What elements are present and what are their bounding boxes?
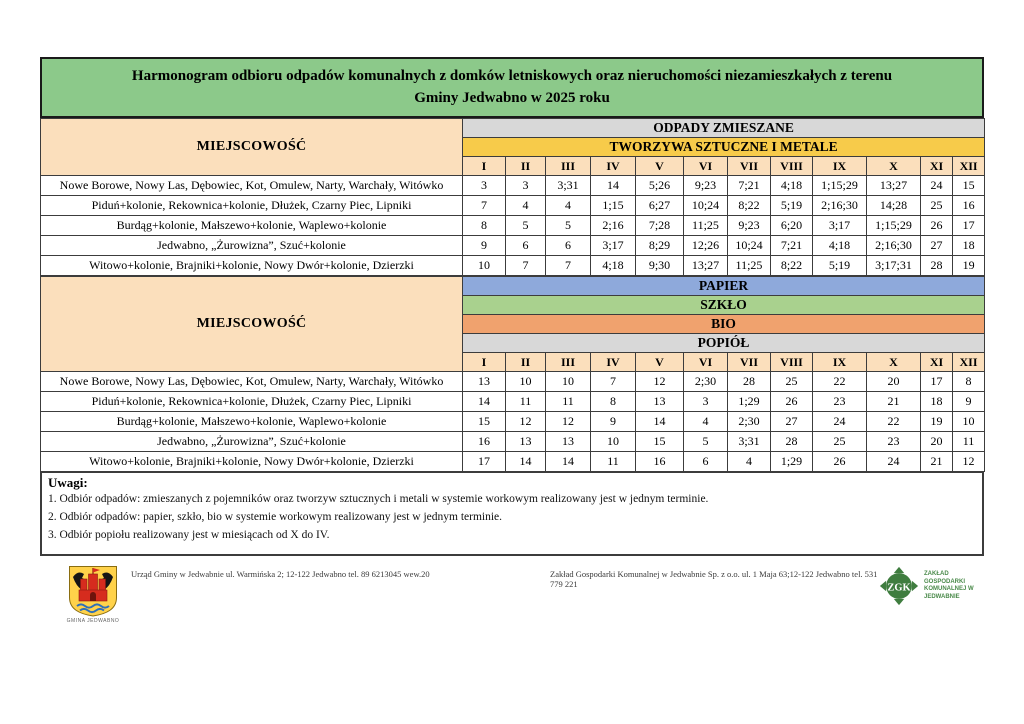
note-item: 2. Odbiór odpadów: papier, szkło, bio w systemie workowym realizowany jest w jednym terminie. <box>48 510 503 523</box>
date-cell: 14 <box>591 176 636 196</box>
locality-cell: Witowo+kolonie, Brajniki+kolonie, Nowy Dwór+kolonie, Dzierzki <box>41 452 463 472</box>
locality-cell: Jedwabno, „Żurowizna”, Szuć+kolonie <box>41 432 463 452</box>
month-header-IX: IX <box>813 353 867 372</box>
band-bio: BIO <box>463 315 985 334</box>
date-cell: 23 <box>813 392 867 412</box>
date-cell: 27 <box>921 236 953 256</box>
date-cell: 7 <box>546 256 591 276</box>
date-cell: 8 <box>953 372 985 392</box>
date-cell: 9;23 <box>684 176 728 196</box>
date-cell: 6 <box>506 236 546 256</box>
date-cell: 14 <box>463 392 506 412</box>
notes-list <box>48 491 976 544</box>
date-cell: 3 <box>463 176 506 196</box>
date-cell: 10;24 <box>684 196 728 216</box>
schedule-row <box>41 392 985 412</box>
zgk-logo <box>878 565 976 607</box>
schedule-row <box>41 412 985 432</box>
date-cell: 5;19 <box>771 196 813 216</box>
date-cell: 11;25 <box>728 256 771 276</box>
date-cell: 18 <box>921 392 953 412</box>
date-cell: 10;24 <box>728 236 771 256</box>
date-cell: 18 <box>953 236 985 256</box>
document-title: Harmonogram odbioru odpadów komunalnych z domków letniskowych oraz nieruchomości niezamieszkałych z terenu Gminy Jedwabno w 2025 roku <box>40 57 984 118</box>
date-cell: 9 <box>463 236 506 256</box>
band-row-papier <box>41 277 985 296</box>
date-cell: 2;16 <box>591 216 636 236</box>
month-header-XI: XI <box>921 157 953 176</box>
date-cell: 21 <box>921 452 953 472</box>
date-cell: 6;20 <box>771 216 813 236</box>
band-row-odpady-zmieszane <box>41 119 985 138</box>
date-cell: 2;16;30 <box>867 236 921 256</box>
month-header-I: I <box>463 353 506 372</box>
schedule-row <box>41 216 985 236</box>
date-cell: 15 <box>463 412 506 432</box>
schedule-row <box>41 256 985 276</box>
date-cell: 5;19 <box>813 256 867 276</box>
locality-cell: Witowo+kolonie, Brajniki+kolonie, Nowy Dwór+kolonie, Dzierzki <box>41 256 463 276</box>
date-cell: 10 <box>953 412 985 432</box>
date-cell: 7;21 <box>771 236 813 256</box>
date-cell: 7 <box>591 372 636 392</box>
date-cell: 17 <box>921 372 953 392</box>
locality-header: MIEJSCOWOŚĆ <box>41 277 463 372</box>
date-cell: 10 <box>506 372 546 392</box>
date-cell: 3;31 <box>728 432 771 452</box>
schedule-table-zmieszane <box>40 118 985 276</box>
band-papier: PAPIER <box>463 277 985 296</box>
date-cell: 11 <box>506 392 546 412</box>
band-szklo: SZKŁO <box>463 296 985 315</box>
gmina-jedwabno-coat-of-arms-icon <box>68 565 118 617</box>
date-cell: 14 <box>636 412 684 432</box>
date-cell: 4 <box>684 412 728 432</box>
month-header-X: X <box>867 157 921 176</box>
month-header-XII: XII <box>953 157 985 176</box>
band-tworzywa-sztuczne: TWORZYWA SZTUCZNE I METALE <box>463 138 985 157</box>
locality-header: MIEJSCOWOŚĆ <box>41 119 463 176</box>
document-content <box>40 57 984 624</box>
month-header-X: X <box>867 353 921 372</box>
date-cell: 14;28 <box>867 196 921 216</box>
schedule-row <box>41 236 985 256</box>
date-cell: 4;18 <box>591 256 636 276</box>
date-cell: 20 <box>867 372 921 392</box>
date-cell: 26 <box>771 392 813 412</box>
date-cell: 2;30 <box>684 372 728 392</box>
date-cell: 14 <box>546 452 591 472</box>
footer-right <box>550 565 984 607</box>
date-cell: 9 <box>591 412 636 432</box>
month-header-I: I <box>463 157 506 176</box>
date-cell: 5 <box>506 216 546 236</box>
notes-section <box>40 472 984 556</box>
date-cell: 16 <box>953 196 985 216</box>
zgk-recycle-logo-icon <box>878 565 920 607</box>
date-cell: 6 <box>546 236 591 256</box>
date-cell: 23 <box>867 432 921 452</box>
date-cell: 14 <box>506 452 546 472</box>
schedule-row <box>41 176 985 196</box>
month-header-VIII: VIII <box>771 353 813 372</box>
date-cell: 24 <box>921 176 953 196</box>
date-cell: 21 <box>867 392 921 412</box>
date-cell: 3;17;31 <box>867 256 921 276</box>
date-cell: 13;27 <box>867 176 921 196</box>
date-cell: 11 <box>591 452 636 472</box>
date-cell: 22 <box>867 412 921 432</box>
date-cell: 9;23 <box>728 216 771 236</box>
date-cell: 4;18 <box>771 176 813 196</box>
month-header-IV: IV <box>591 157 636 176</box>
date-cell: 4 <box>546 196 591 216</box>
date-cell: 13 <box>636 392 684 412</box>
schedule-table-selektywne <box>40 276 985 472</box>
date-cell: 28 <box>921 256 953 276</box>
date-cell: 12 <box>546 412 591 432</box>
footer-left <box>65 565 550 624</box>
date-cell: 4 <box>506 196 546 216</box>
date-cell: 5 <box>684 432 728 452</box>
date-cell: 10 <box>463 256 506 276</box>
date-cell: 12 <box>636 372 684 392</box>
date-cell: 13 <box>506 432 546 452</box>
schedule-row <box>41 372 985 392</box>
zgk-address: Zakład Gospodarki Komunalnej w Jedwabnie Sp. z o.o. ul. 1 Maja 63;12-122 Jedwabno tel. 531 779 221 <box>550 569 878 590</box>
date-cell: 26 <box>921 216 953 236</box>
date-cell: 15 <box>636 432 684 452</box>
date-cell: 28 <box>771 432 813 452</box>
date-cell: 17 <box>463 452 506 472</box>
band-odpady-zmieszane: ODPADY ZMIESZANE <box>463 119 985 138</box>
month-header-VIII: VIII <box>771 157 813 176</box>
locality-cell: Nowe Borowe, Nowy Las, Dębowiec, Kot, Omulew, Narty, Warchały, Witówko <box>41 372 463 392</box>
month-header-XII: XII <box>953 353 985 372</box>
date-cell: 9 <box>953 392 985 412</box>
locality-cell: Piduń+kolonie, Rekownica+kolonie, Dłużek, Czarny Piec, Lipniki <box>41 196 463 216</box>
note-item: 1. Odbiór odpadów: zmieszanych z pojemników oraz tworzyw sztucznych i metali w systemie workowym realizowany jest w jednym terminie. <box>48 493 709 505</box>
date-cell: 24 <box>813 412 867 432</box>
date-cell: 13 <box>546 432 591 452</box>
date-cell: 19 <box>953 256 985 276</box>
date-cell: 10 <box>546 372 591 392</box>
notes-heading: Uwagi: <box>48 475 88 490</box>
date-cell: 3 <box>684 392 728 412</box>
month-header-II: II <box>506 157 546 176</box>
month-header-V: V <box>636 353 684 372</box>
date-cell: 25 <box>771 372 813 392</box>
month-header-II: II <box>506 353 546 372</box>
gmina-address: Urząd Gminy w Jedwabnie ul. Warmińska 2; 12-122 Jedwabno tel. 89 6213045 wew.20 <box>131 569 430 580</box>
month-header-VII: VII <box>728 157 771 176</box>
date-cell: 8 <box>463 216 506 236</box>
month-header-VII: VII <box>728 353 771 372</box>
date-cell: 7 <box>463 196 506 216</box>
month-header-III: III <box>546 353 591 372</box>
date-cell: 25 <box>921 196 953 216</box>
month-header-XI: XI <box>921 353 953 372</box>
schedule-row <box>41 452 985 472</box>
date-cell: 5 <box>546 216 591 236</box>
schedule-table-1-body <box>41 176 985 276</box>
month-header-V: V <box>636 157 684 176</box>
date-cell: 3;17 <box>813 216 867 236</box>
date-cell: 16 <box>636 452 684 472</box>
date-cell: 17 <box>953 216 985 236</box>
date-cell: 4 <box>728 452 771 472</box>
date-cell: 12 <box>506 412 546 432</box>
date-cell: 24 <box>867 452 921 472</box>
date-cell: 22 <box>813 372 867 392</box>
date-cell: 3;17 <box>591 236 636 256</box>
zgk-logo-caption: ZAKŁAD GOSPODARKI KOMUNALNEJ W JEDWABNIE <box>924 571 974 600</box>
date-cell: 9;30 <box>636 256 684 276</box>
locality-cell: Nowe Borowe, Nowy Las, Dębowiec, Kot, Omulew, Narty, Warchały, Witówko <box>41 176 463 196</box>
locality-cell: Jedwabno, „Żurowizna”, Szuć+kolonie <box>41 236 463 256</box>
date-cell: 3 <box>506 176 546 196</box>
date-cell: 20 <box>921 432 953 452</box>
svg-text:ZGK: ZGK <box>887 582 911 594</box>
date-cell: 7;21 <box>728 176 771 196</box>
date-cell: 8;29 <box>636 236 684 256</box>
gmina-crest <box>65 565 121 624</box>
footer <box>40 565 984 624</box>
date-cell: 19 <box>921 412 953 432</box>
date-cell: 5;26 <box>636 176 684 196</box>
note-item: 3. Odbiór popiołu realizowany jest w miesiącach od X do IV. <box>48 528 330 541</box>
band-popiol: POPIÓŁ <box>463 334 985 353</box>
date-cell: 25 <box>813 432 867 452</box>
date-cell: 6 <box>684 452 728 472</box>
date-cell: 7;28 <box>636 216 684 236</box>
date-cell: 12 <box>953 452 985 472</box>
month-header-IX: IX <box>813 157 867 176</box>
date-cell: 8;22 <box>728 196 771 216</box>
date-cell: 11 <box>546 392 591 412</box>
date-cell: 11 <box>953 432 985 452</box>
month-header-IV: IV <box>591 353 636 372</box>
schedule-table-2-body <box>41 372 985 472</box>
date-cell: 2;30 <box>728 412 771 432</box>
month-header-III: III <box>546 157 591 176</box>
month-header-VI: VI <box>684 157 728 176</box>
date-cell: 13 <box>463 372 506 392</box>
date-cell: 11;25 <box>684 216 728 236</box>
date-cell: 1;29 <box>728 392 771 412</box>
date-cell: 8;22 <box>771 256 813 276</box>
date-cell: 12;26 <box>684 236 728 256</box>
date-cell: 13;27 <box>684 256 728 276</box>
schedule-row <box>41 432 985 452</box>
date-cell: 10 <box>591 432 636 452</box>
gmina-crest-caption: GMINA JEDWABNO <box>66 618 120 625</box>
date-cell: 16 <box>463 432 506 452</box>
month-header-VI: VI <box>684 353 728 372</box>
date-cell: 1;15 <box>591 196 636 216</box>
date-cell: 28 <box>728 372 771 392</box>
date-cell: 4;18 <box>813 236 867 256</box>
schedule-row <box>41 196 985 216</box>
date-cell: 3;31 <box>546 176 591 196</box>
date-cell: 6;27 <box>636 196 684 216</box>
date-cell: 2;16;30 <box>813 196 867 216</box>
date-cell: 27 <box>771 412 813 432</box>
date-cell: 8 <box>591 392 636 412</box>
date-cell: 15 <box>953 176 985 196</box>
locality-cell: Burdąg+kolonie, Małszewo+kolonie, Waplewo+kolonie <box>41 412 463 432</box>
locality-cell: Burdąg+kolonie, Małszewo+kolonie, Waplewo+kolonie <box>41 216 463 236</box>
date-cell: 1;15;29 <box>867 216 921 236</box>
date-cell: 1;29 <box>771 452 813 472</box>
date-cell: 7 <box>506 256 546 276</box>
date-cell: 26 <box>813 452 867 472</box>
locality-cell: Piduń+kolonie, Rekownica+kolonie, Dłużek, Czarny Piec, Lipniki <box>41 392 463 412</box>
date-cell: 1;15;29 <box>813 176 867 196</box>
